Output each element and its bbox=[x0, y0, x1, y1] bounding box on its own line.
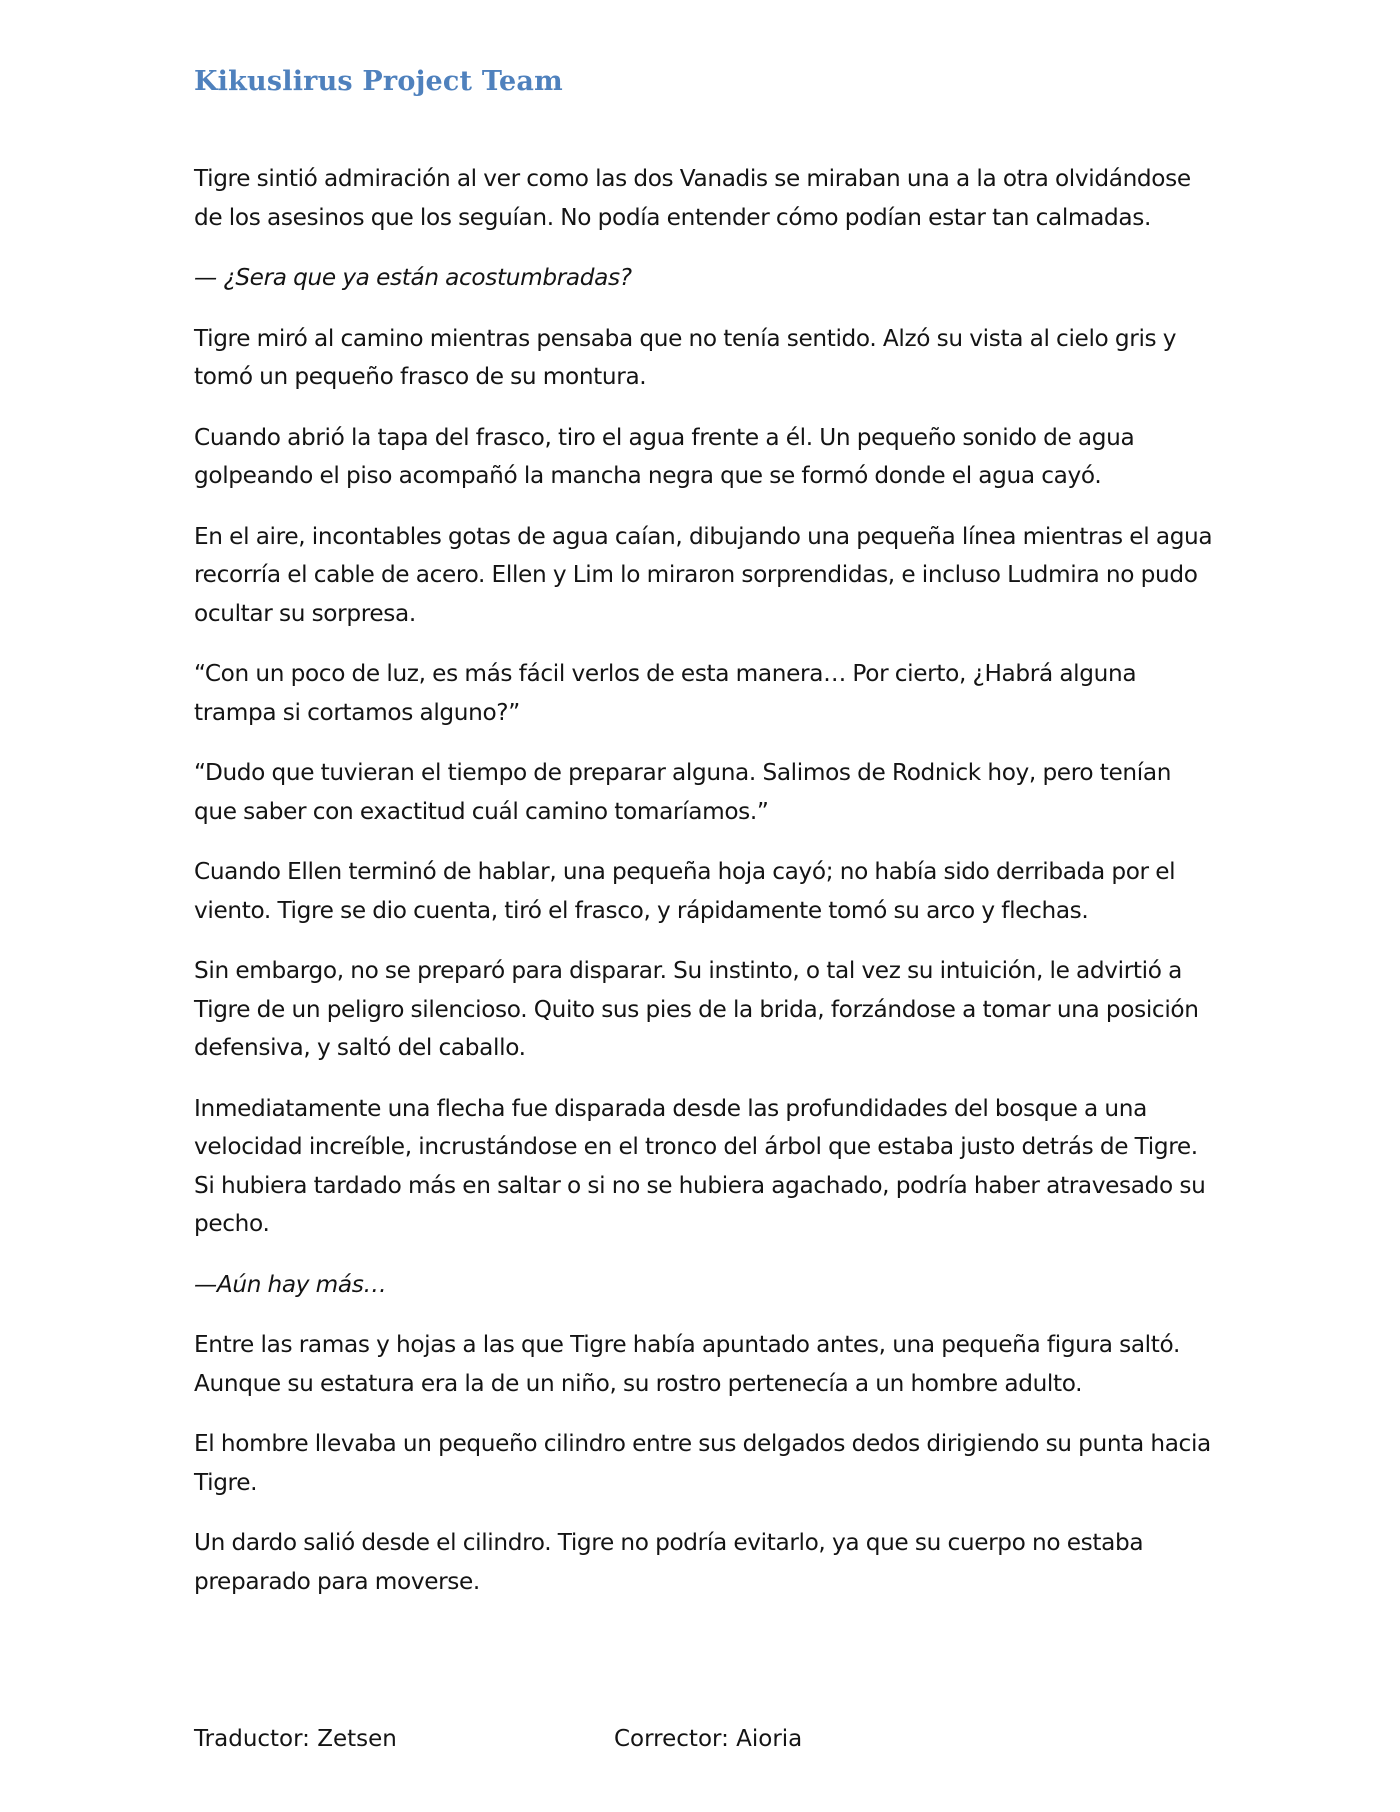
paragraph: — ¿Sera que ya están acostumbradas? bbox=[194, 264, 632, 291]
document-body bbox=[194, 160, 1214, 1623]
paragraph: —Aún hay más… bbox=[194, 1270, 387, 1298]
translator-credit: Traductor: Zetsen bbox=[194, 1726, 397, 1752]
paragraph: Inmediatamente una flecha fue disparada desde las profundidades del bosque a una velocidad increíble, incrustándose en el tronco del árbol que estaba justo detrás de Tigre. Si hubiera tardado más en saltar o si no se hubiera agachado, podría haber atravesado su pecho. bbox=[194, 1094, 1206, 1237]
paragraph: Sin embargo, no se preparó para disparar. Su instinto, o tal vez su intuición, le advirtió a Tigre de un peligro silencioso. Quito sus pies de la brida, forzándose a tomar una posición defensiva, y saltó del caballo. bbox=[194, 957, 1199, 1061]
paragraph: Tigre miró al camino mientras pensaba que no tenía sentido. Alzó su vista al cielo gris y tomó un pequeño frasco de su montura. bbox=[194, 324, 1177, 390]
page-footer bbox=[194, 1726, 1214, 1760]
paragraph: Un dardo salió desde el cilindro. Tigre no podría evitarlo, ya que su cuerpo no estaba preparado para moverse. bbox=[194, 1529, 1144, 1595]
corrector-credit: Corrector: Aioria bbox=[614, 1726, 803, 1752]
paragraph: Cuando abrió la tapa del frasco, tiro el agua frente a él. Un pequeño sonido de agua golpeando el piso acompañó la mancha negra que se formó donde el agua cayó. bbox=[194, 423, 1135, 489]
paragraph: En el aire, incontables gotas de agua caían, dibujando una pequeña línea mientras el agua recorría el cable de acero. Ellen y Lim lo miraron sorprendidas, e incluso Ludmira no pudo ocultar su sorpresa. bbox=[194, 522, 1213, 627]
paragraph: Entre las ramas y hojas a las que Tigre había apuntado antes, una pequeña figura saltó. Aunque su estatura era la de un niño, su rostro pertenecía a un hombre adulto. bbox=[194, 1331, 1180, 1397]
paragraph: “Con un poco de luz, es más fácil verlos de esta manera… Por cierto, ¿Habrá alguna trampa si cortamos alguno?” bbox=[194, 660, 1137, 726]
paragraph: Cuando Ellen terminó de hablar, una pequeña hoja cayó; no había sido derribada por el viento. Tigre se dio cuenta, tiró el frasco, y rápidamente tomó su arco y flechas. bbox=[194, 858, 1176, 924]
paragraph: “Dudo que tuvieran el tiempo de preparar alguna. Salimos de Rodnick hoy, pero tenían que saber con exactitud cuál camino tomaríamos.” bbox=[194, 759, 1172, 825]
team-header-title: Kikuslirus Project Team bbox=[194, 66, 563, 97]
paragraph: Tigre sintió admiración al ver como las dos Vanadis se miraban una a la otra olvidándose de los asesinos que los seguían. No podía entender cómo podían estar tan calmadas. bbox=[194, 165, 1191, 231]
paragraph: El hombre llevaba un pequeño cilindro entre sus delgados dedos dirigiendo su punta hacia Tigre. bbox=[194, 1430, 1211, 1496]
